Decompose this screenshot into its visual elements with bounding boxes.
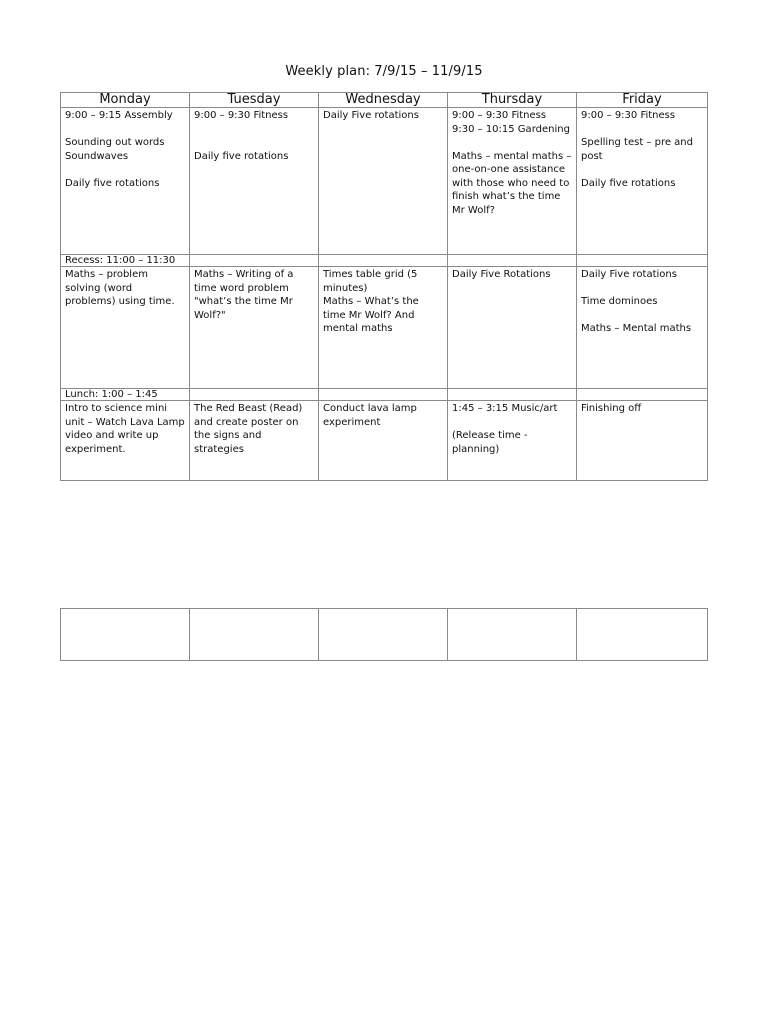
afternoon-text-thursday: 1:45 – 3:15 Music/art (Release time - planning) [452,403,558,455]
header-row [61,93,708,108]
lunch-row [61,389,708,401]
empty-lower-table [60,608,708,661]
afternoon-cell-friday[interactable] [577,401,708,481]
morning-row [61,108,708,255]
lunch-label: Lunch: 1:00 – 1:45 [65,389,158,400]
midday-cell-friday[interactable] [577,267,708,389]
morning-cell-thursday[interactable] [448,108,577,255]
empty-cell-1[interactable] [61,609,190,661]
afternoon-text-monday: Intro to science mini unit – Watch Lava Lamp video and write up experiment. [65,403,188,455]
day-header-friday: Friday [577,93,708,108]
recess-row [61,255,708,267]
midday-text-tuesday: Maths – Writing of a time word problem "what’s the time Mr Wolf?" [194,269,297,321]
recess-cell-friday[interactable] [577,255,708,267]
morning-text-monday: 9:00 – 9:15 Assembly Sounding out words Soundwaves Daily five rotations [65,110,173,189]
midday-cell-monday[interactable] [61,267,190,389]
morning-text-tuesday: 9:00 – 9:30 Fitness Daily five rotations [194,110,289,162]
midday-text-monday: Maths – problem solving (word problems) using time. [65,269,175,307]
recess-cell-tuesday[interactable] [190,255,319,267]
empty-row [61,609,708,661]
midday-cell-thursday[interactable] [448,267,577,389]
midday-text-friday: Daily Five rotations Time dominoes Maths – Mental maths [581,269,692,334]
midday-text-thursday: Daily Five Rotations [452,269,551,280]
midday-row [61,267,708,389]
morning-text-friday: 9:00 – 9:30 Fitness Spelling test – pre and post Daily five rotations [581,110,693,189]
weekly-plan-table [60,92,708,481]
afternoon-cell-monday[interactable] [61,401,190,481]
recess-label-cell[interactable] [61,255,190,267]
morning-cell-wednesday[interactable] [319,108,448,255]
midday-cell-tuesday[interactable] [190,267,319,389]
page-title: Weekly plan: 7/9/15 – 11/9/15 [285,64,483,79]
morning-text-thursday: 9:00 – 9:30 Fitness 9:30 – 10:15 Gardening Maths – mental maths – one-on-one assistance with those who need to finish what’s the time Mr Wolf? [452,110,572,216]
afternoon-text-friday: Finishing off [581,403,642,414]
empty-cell-5[interactable] [577,609,708,661]
afternoon-cell-thursday[interactable] [448,401,577,481]
empty-cell-3[interactable] [319,609,448,661]
day-header-thursday: Thursday [448,93,577,108]
morning-cell-tuesday[interactable] [190,108,319,255]
day-header-tuesday: Tuesday [190,93,319,108]
afternoon-text-wednesday: Conduct lava lamp experiment [323,403,421,428]
empty-cell-2[interactable] [190,609,319,661]
afternoon-cell-wednesday[interactable] [319,401,448,481]
empty-cell-4[interactable] [448,609,577,661]
lunch-cell-thursday[interactable] [448,389,577,401]
day-header-monday: Monday [61,93,190,108]
lunch-cell-friday[interactable] [577,389,708,401]
morning-cell-monday[interactable] [61,108,190,255]
lunch-cell-wednesday[interactable] [319,389,448,401]
afternoon-row [61,401,708,481]
morning-cell-friday[interactable] [577,108,708,255]
recess-cell-thursday[interactable] [448,255,577,267]
afternoon-cell-tuesday[interactable] [190,401,319,481]
midday-text-wednesday: Times table grid (5 minutes) Maths – What’s the time Mr Wolf? And mental maths [323,269,419,334]
midday-cell-wednesday[interactable] [319,267,448,389]
lunch-cell-tuesday[interactable] [190,389,319,401]
lunch-label-cell[interactable] [61,389,190,401]
recess-label: Recess: 11:00 – 11:30 [65,255,176,266]
recess-cell-wednesday[interactable] [319,255,448,267]
morning-text-wednesday: Daily Five rotations [323,110,419,121]
day-header-wednesday: Wednesday [319,93,448,108]
afternoon-text-tuesday: The Red Beast (Read) and create poster on the signs and strategies [194,403,306,455]
